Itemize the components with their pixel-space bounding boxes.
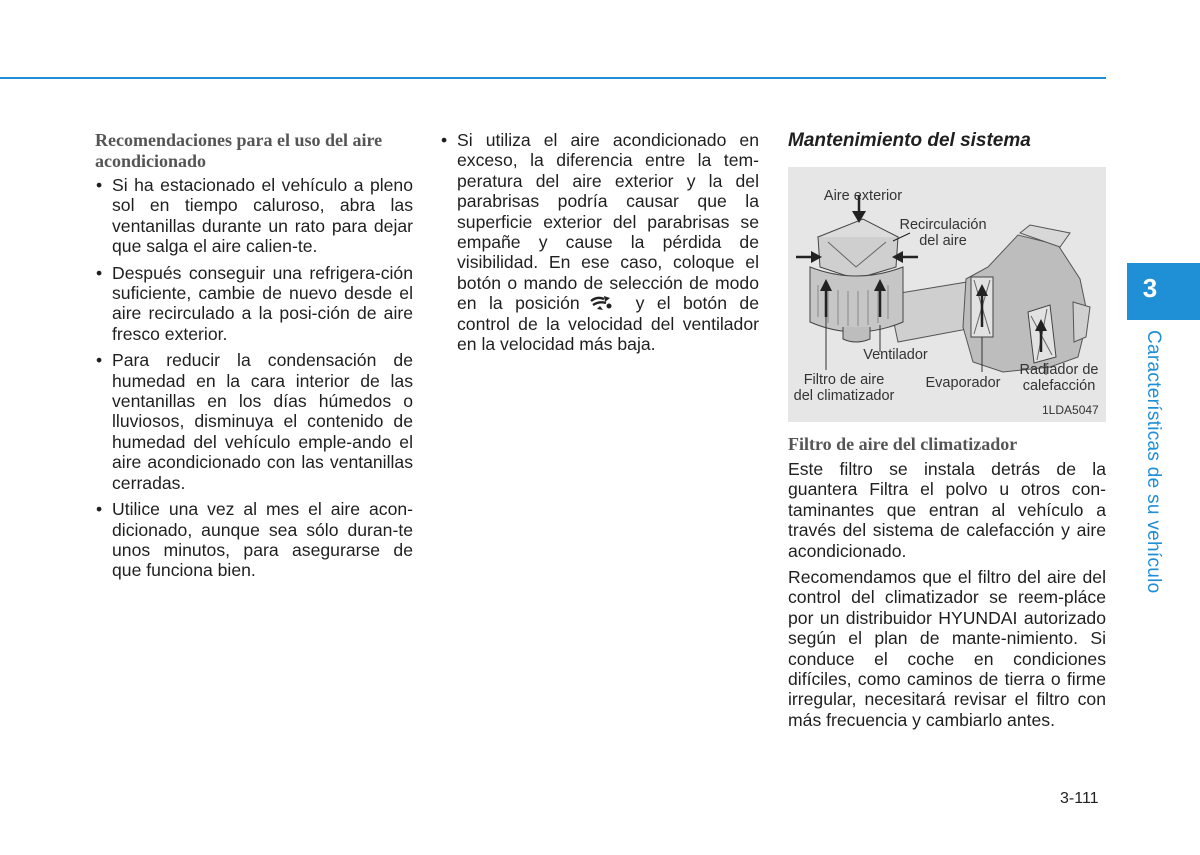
defrost-floor-mode-icon: [588, 295, 614, 311]
label-cabin-filter-line2: del climatizador: [793, 388, 895, 404]
ac-overuse-list: [440, 130, 759, 354]
list-item: [440, 130, 759, 354]
chapter-title-text: Características de su vehículo: [1143, 330, 1164, 594]
cabin-filter-heading: Filtro de aire del climatizador: [788, 434, 1018, 454]
column-left: [95, 130, 413, 587]
column-middle: [440, 130, 759, 360]
label-evaporator: Evaporador: [925, 375, 1001, 391]
label-fan: Ventilador: [863, 347, 928, 363]
page-number: 3-111: [1060, 790, 1099, 807]
label-heater-core: [1013, 362, 1105, 394]
paragraph: Este filtro se instala detrás de la guantera Filtra el polvo u otros con-taminantes que entran al vehículo a través del sistema de calefacción y aire acondicionado.: [788, 459, 1106, 561]
label-heater-core-line1: Radiador de: [1019, 362, 1099, 378]
figure-code: 1LDA5047: [1042, 403, 1099, 417]
ac-recommendations-list: [95, 175, 413, 581]
column-right: [788, 130, 1106, 736]
chapter-tab: [1127, 263, 1200, 320]
label-cabin-filter-line1: Filtro de aire: [803, 372, 885, 388]
label-heater-core-line2: calefacción: [1022, 378, 1096, 394]
ac-recommendations-heading: Recomendaciones para el uso del aire acondicionado: [95, 130, 383, 171]
label-cabin-filter: [788, 372, 900, 404]
chapter-side-title: [1128, 330, 1168, 594]
list-item: • Si ha estacionado el vehículo a pleno sol en tiempo caluroso, abra las ventanillas durante un rato para dejar que salga el aire calien-te.: [95, 175, 413, 257]
bullet-text-part1: Si utiliza el aire acondicionado en exceso, la diferencia entre la tem-peratura del aire exterior y la del parabrisas podría causar que la superficie exterior del parabrisas se empañe y cause la pérdida de visibilidad. En ese caso, coloque el botón o mando de selección de modo en la posición: [457, 130, 759, 314]
label-recirculation-line1: Recirculación: [899, 217, 987, 233]
bullet-text-part2: y el botón de control de la velocidad del ventilador en la velocidad más baja.: [457, 293, 759, 355]
list-item: • Para reducir la condensación de humedad en la cara interior de las ventanillas en los días húmedos o lluviosos, disminuya el contenido de humedad del vehículo emple-ando el aire acondicionado con las ventanillas cerradas.: [95, 350, 413, 493]
label-recirculation: [893, 217, 993, 249]
paragraph: Recomendamos que el filtro del aire del control del climatizador se reem-pláce por un distribuidor HYUNDAI autorizado según el plan de mante-nimiento. Si conduce el coche en condiciones difíciles, como caminos de tierra o firme irregular, necesitará revisar el filtro con más frecuencia y cambiarlo antes.: [788, 567, 1106, 730]
hvac-system-diagram: [788, 167, 1106, 422]
list-item: • Utilice una vez al mes el aire acon-dicionado, aunque sea sólo duran-te unos minutos, para asegurarse de que funciona bien.: [95, 499, 413, 581]
section-title: Mantenimiento del sistema: [788, 130, 1031, 151]
top-rule: [0, 77, 1106, 79]
label-outside-air: Aire exterior: [823, 188, 903, 204]
chapter-number: 3: [1142, 273, 1158, 303]
label-recirculation-line2: del aire: [919, 233, 967, 249]
list-item: • Después conseguir una refrigera-ción suficiente, cambie de nuevo desde el aire recirculado a la posi-ción de aire fresco exterior.: [95, 263, 413, 345]
